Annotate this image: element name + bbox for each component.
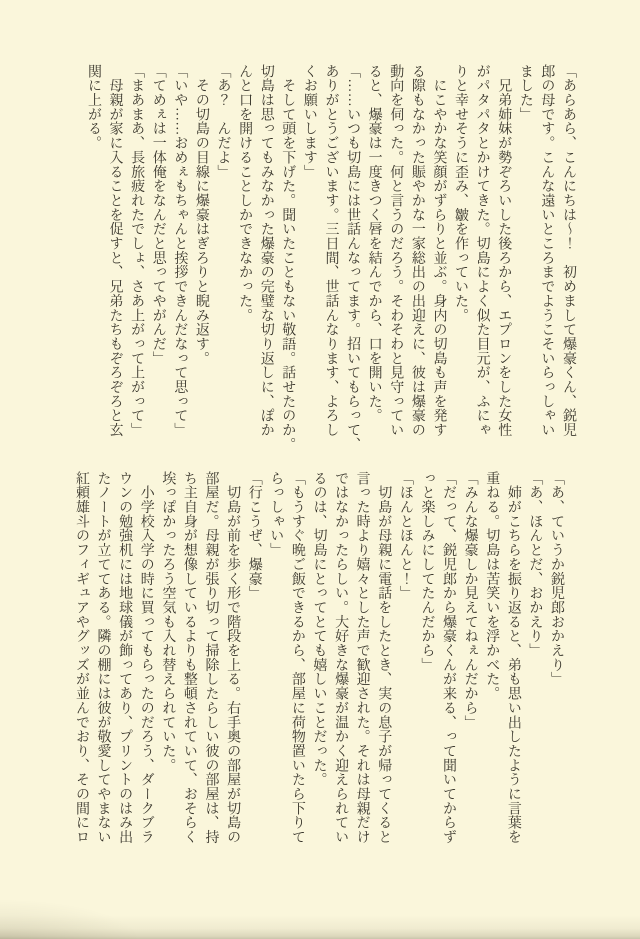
- text-column: 母親が家に入ることを促すと、兄弟たちもぞろぞろと玄: [107, 64, 123, 438]
- text-column: 埃っぽかったろう空気も入れ替えられていた。: [160, 471, 176, 773]
- text-column: がパタパタとかけてきた。切島によく似た目元が、ふにゃ: [474, 64, 490, 438]
- text-column: 郎の母です。こんな遠いところまでようこそいらっしゃい: [539, 64, 555, 438]
- text-column: んと口を開けることしかできなかった。: [237, 64, 253, 323]
- text-column: るのは、切島にとってとても嬉しいことだった。: [311, 471, 327, 787]
- text-column: りと幸せそうに歪み、皺を作っていた。: [453, 64, 469, 323]
- text-column: 「あ、ていうか鋭児郎おかえり」: [549, 471, 564, 687]
- text-column: 姉がこちらを振り返ると、弟も思い出したように言葉を: [505, 471, 521, 845]
- text-column: そして頭を下げた。聞いたこともない敬語。話せたのか。: [280, 64, 296, 452]
- text-column: 切島が前を歩く形で階段を上る。右手奥の部屋が切島の: [225, 471, 241, 845]
- text-column: 小学校入学の時に買ってもらったのだろう、ダークブラ: [138, 471, 154, 845]
- text-column: 「……いつも切島には世話んなってます。招いてもらって、: [345, 64, 361, 452]
- text-column: 「もうすぐ晩ご飯できるから、部屋に荷物置いたら下りて: [289, 471, 305, 845]
- text-column: 「みんな爆豪しか見えてねぇんだから」: [462, 471, 478, 730]
- text-column: くお願いします」: [301, 64, 317, 179]
- text-column: 言った時より嬉々とした声で歓迎された。それは母親だけ: [354, 471, 370, 845]
- text-column: る隙もなかった賑やかな一家総出の出迎えに、彼は爆豪の: [409, 64, 425, 438]
- text-column: ち主自身が想像しているよりも整頓されていて、おそらく: [181, 471, 197, 845]
- text-column: ると、爆豪は一度きつく唇を結んでから、口を開いた。: [366, 64, 382, 423]
- text-column: たノートが立ててある。隣の棚には彼が敬愛してやまない: [95, 471, 111, 845]
- text-column: 切島は思ってもみなかった爆豪の完璧な切り返しに、ぽか: [258, 64, 274, 438]
- text-column: 重ねる。切島は苦笑いを浮かべた。: [484, 471, 500, 701]
- text-column: ではなかったらしい。大好きな爆豪が温かく迎えられてい: [333, 471, 349, 845]
- text-column: 「てめぇは一体俺をなんだと思ってやがんだ」: [150, 64, 166, 366]
- text-column: 「いや……おめぇもちゃんと挨拶できんだなって思って」: [172, 64, 188, 438]
- text-column: ました」: [517, 64, 533, 122]
- text-column: 「あ？ んだよ」: [215, 64, 231, 179]
- text-column: 「あ、ほんとだ、おかえり」: [527, 471, 543, 658]
- text-column: 兄弟姉妹が勢ぞろいした後ろから、エプロンをした女性: [496, 64, 512, 438]
- text-column: その切島の目線に爆豪はぎろりと睨み返す。: [193, 64, 209, 366]
- text-column: 切島が母親に電話をしたとき、実の息子が帰ってくると: [376, 471, 392, 845]
- text-column: 部屋だ。母親が張り切って掃除したらしい彼の部屋は、持: [203, 471, 219, 845]
- text-column: にこやかな笑顔がずらりと並ぶ。身内の切島も声を発す: [431, 64, 447, 438]
- text-column: 関に上がる。: [85, 64, 101, 151]
- text-column: っと楽しみにしてたんだから」: [419, 471, 435, 672]
- text-column: 「あらあら、こんにちは～！ 初めまして爆豪くん、鋭児: [561, 64, 576, 438]
- page-edge-shadow: [0, 915, 640, 939]
- text-column: らっしゃい」: [268, 471, 284, 558]
- text-column: 紅頼雄斗のフィギュアやグッズが並んでおり、その間にロ: [73, 471, 89, 845]
- text-column: ありがとうございます。三日間、世話んなります、よろし: [323, 64, 339, 438]
- page-corner-shadow: [0, 899, 140, 939]
- text-column: ウンの勉強机には地球儀が飾ってあり、プリントのはみ出: [117, 471, 133, 845]
- text-block-top: [82, 64, 579, 456]
- text-column: 「ほんとほんと！」: [397, 471, 413, 601]
- text-column: 「まあまあ、長旅疲れたでしょ、さあ上がって上がって」: [129, 64, 145, 438]
- text-column: 「だって、鋭児郎から爆豪くんが来る、って聞いてからず: [441, 471, 457, 845]
- text-column: 「行こうぜ、爆豪」: [246, 471, 262, 601]
- text-block-bottom: [70, 471, 567, 863]
- text-column: 動向を伺った。何と言うのだろう。そわそわと見守ってい: [388, 64, 404, 438]
